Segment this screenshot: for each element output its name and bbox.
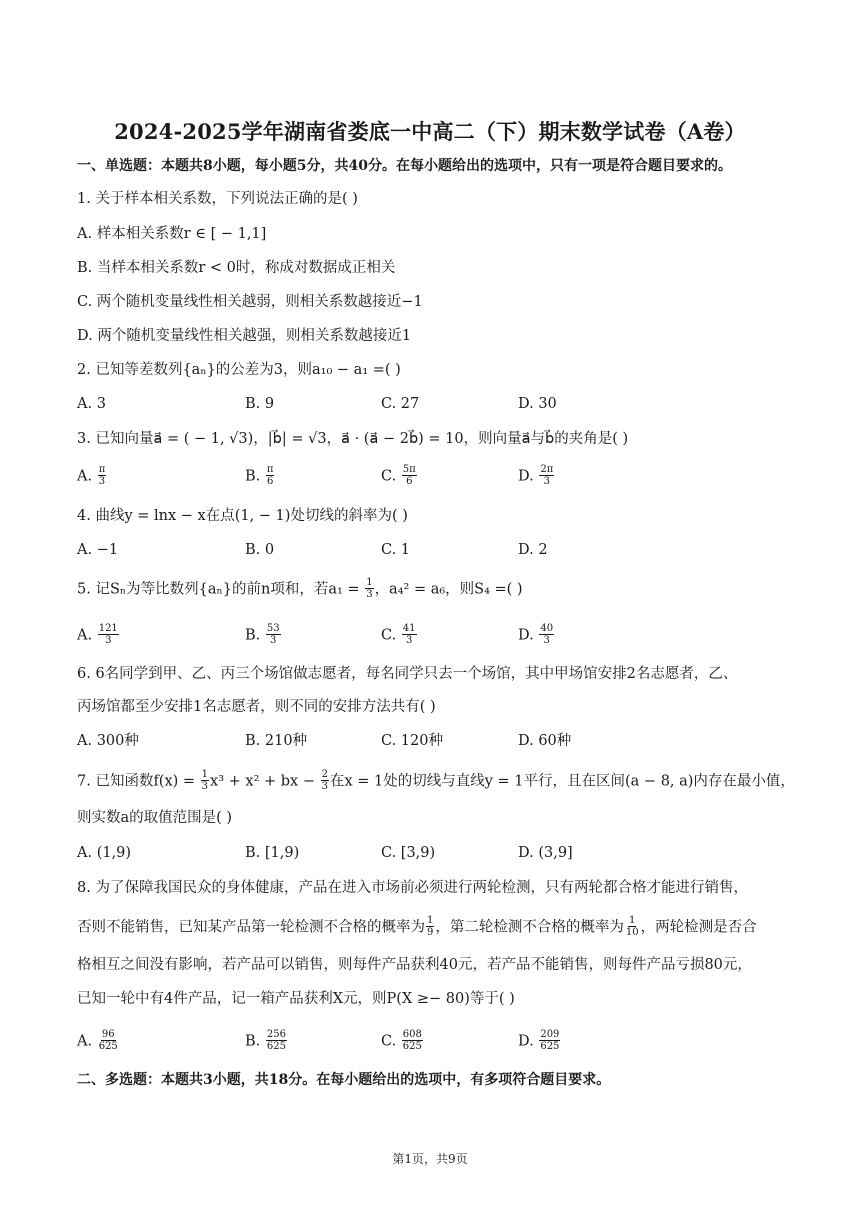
question-2-option-b: B. 9 <box>245 396 275 412</box>
question-4-option-c: C. 1 <box>381 542 411 558</box>
question-3-option-b: B. $\frac{\pi}{6}$ <box>245 464 274 487</box>
question-3-stem: 3. 已知向量a⃗ = ( − 1, √3)，|b⃗| = √3，a⃗ · (a⃗ − 2b⃗) = 10，则向量a⃗与b⃗的夹角是( ) <box>77 431 629 447</box>
question-6-option-a: A. 300种 <box>77 733 139 749</box>
question-8-option-b: B. $\frac{256}{625}$ <box>245 1029 286 1052</box>
question-1-option-b: B. 当样本相关系数r < 0时，称成对数据成正相关 <box>77 260 396 276</box>
question-1-option-a: A. 样本相关系数r ∈ [ − 1,1] <box>77 226 267 242</box>
question-4-option-b: B. 0 <box>245 542 275 558</box>
question-2-option-d: D. 30 <box>518 396 557 412</box>
section-single-choice-header: 一、单选题：本题共8小题，每小题5分，共40分。在每小题给出的选项中，只有一项是符合题目要求的。 <box>77 158 732 174</box>
question-5-option-c: C. $\frac{41}{3}$ <box>381 623 416 646</box>
page-footer: 第1页，共9页 <box>392 1152 468 1166</box>
question-8-stem-line-2: 否则不能销售，已知某产品第一轮检测不合格的概率为 $\frac{1}{9}$ ，第二轮检测不合格的概率为 $\frac{1}{10}$ ，两轮检测是否合 <box>77 915 757 938</box>
question-7-option-b: B. [1,9) <box>245 845 300 861</box>
question-8-option-c: C. $\frac{608}{625}$ <box>381 1029 422 1052</box>
question-8-option-a: A. $\frac{96}{625}$ <box>77 1029 118 1052</box>
question-6-stem-line-1: 6. 6名同学到甲、乙、丙三个场馆做志愿者，每名同学只去一个场馆，其中甲场馆安排2名志愿者，乙、 <box>77 666 738 682</box>
question-2-option-c: C. 27 <box>381 396 420 412</box>
question-3-option-d: D. $\frac{2\pi}{3}$ <box>518 464 554 487</box>
page-title: 2024-2025学年湖南省娄底一中高二（下）期末数学试卷（A卷） <box>114 119 746 144</box>
question-2-stem: 2. 已知等差数列{aₙ}的公差为3，则a₁₀ − a₁ =( ) <box>77 362 401 378</box>
question-6-stem-line-2: 丙场馆都至少安排1名志愿者，则不同的安排方法共有( ) <box>77 699 436 715</box>
question-4-option-d: D. 2 <box>518 542 548 558</box>
question-1-option-d: D. 两个随机变量线性相关越强，则相关系数越接近1 <box>77 328 412 344</box>
question-5-stem: 5. 记Sₙ为等比数列{aₙ}的前n项和，若a₁ = $\frac{1}{3}$ ，a₄² = a₆，则S₄ =( ) <box>77 577 523 600</box>
question-5-option-a: A. $\frac{121}{3}$ <box>77 623 118 646</box>
question-1-option-c: C. 两个随机变量线性相关越弱，则相关系数越接近−1 <box>77 294 423 310</box>
question-8-option-d: D. $\frac{209}{625}$ <box>518 1029 560 1052</box>
question-4-option-a: A. −1 <box>77 542 119 558</box>
question-3-option-c: C. $\frac{5\pi}{6}$ <box>381 464 416 487</box>
section-multiple-choice-header: 二、多选题：本题共3小题，共18分。在每小题给出的选项中，有多项符合题目要求。 <box>77 1072 611 1088</box>
question-6-option-b: B. 210种 <box>245 733 308 749</box>
question-7-option-a: A. (1,9) <box>77 845 132 861</box>
question-1-stem: 1. 关于样本相关系数，下列说法正确的是( ) <box>77 191 358 207</box>
question-5-option-b: B. $\frac{53}{3}$ <box>245 623 280 646</box>
question-8-stem-line-1: 8. 为了保障我国民众的身体健康，产品在进入市场前必须进行两轮检测，只有两轮都合格才能进行销售， <box>77 880 748 896</box>
question-8-stem-line-3: 格相互之间没有影响，若产品可以销售，则每件产品获利40元，若产品不能销售，则每件产品亏损80元， <box>77 957 752 973</box>
question-4-stem: 4. 曲线y = lnx − x在点(1, − 1)处切线的斜率为( ) <box>77 508 408 524</box>
question-5-option-d: D. $\frac{40}{3}$ <box>518 623 554 646</box>
question-2-option-a: A. 3 <box>77 396 106 412</box>
question-6-option-d: D. 60种 <box>518 733 572 749</box>
question-7-option-d: D. (3,9] <box>518 845 573 861</box>
question-7-stem-line-1: 7. 已知函数f(x) = $\frac{1}{3}$ x³ + x² + bx − $\frac{2}{3}$ 在x = 1处的切线与直线y = 1平行，且在区间(a − 8, a)内存在最小值， <box>77 769 795 792</box>
question-3-option-a: A. $\frac{\pi}{3}$ <box>77 464 106 487</box>
question-8-stem-line-4: 已知一轮中有4件产品，记一箱产品获利X元，则P(X ≥− 80)等于( ) <box>77 991 515 1007</box>
question-7-stem-line-2: 则实数a的取值范围是( ) <box>77 810 233 826</box>
question-7-option-c: C. [3,9) <box>381 845 436 861</box>
question-6-option-c: C. 120种 <box>381 733 443 749</box>
